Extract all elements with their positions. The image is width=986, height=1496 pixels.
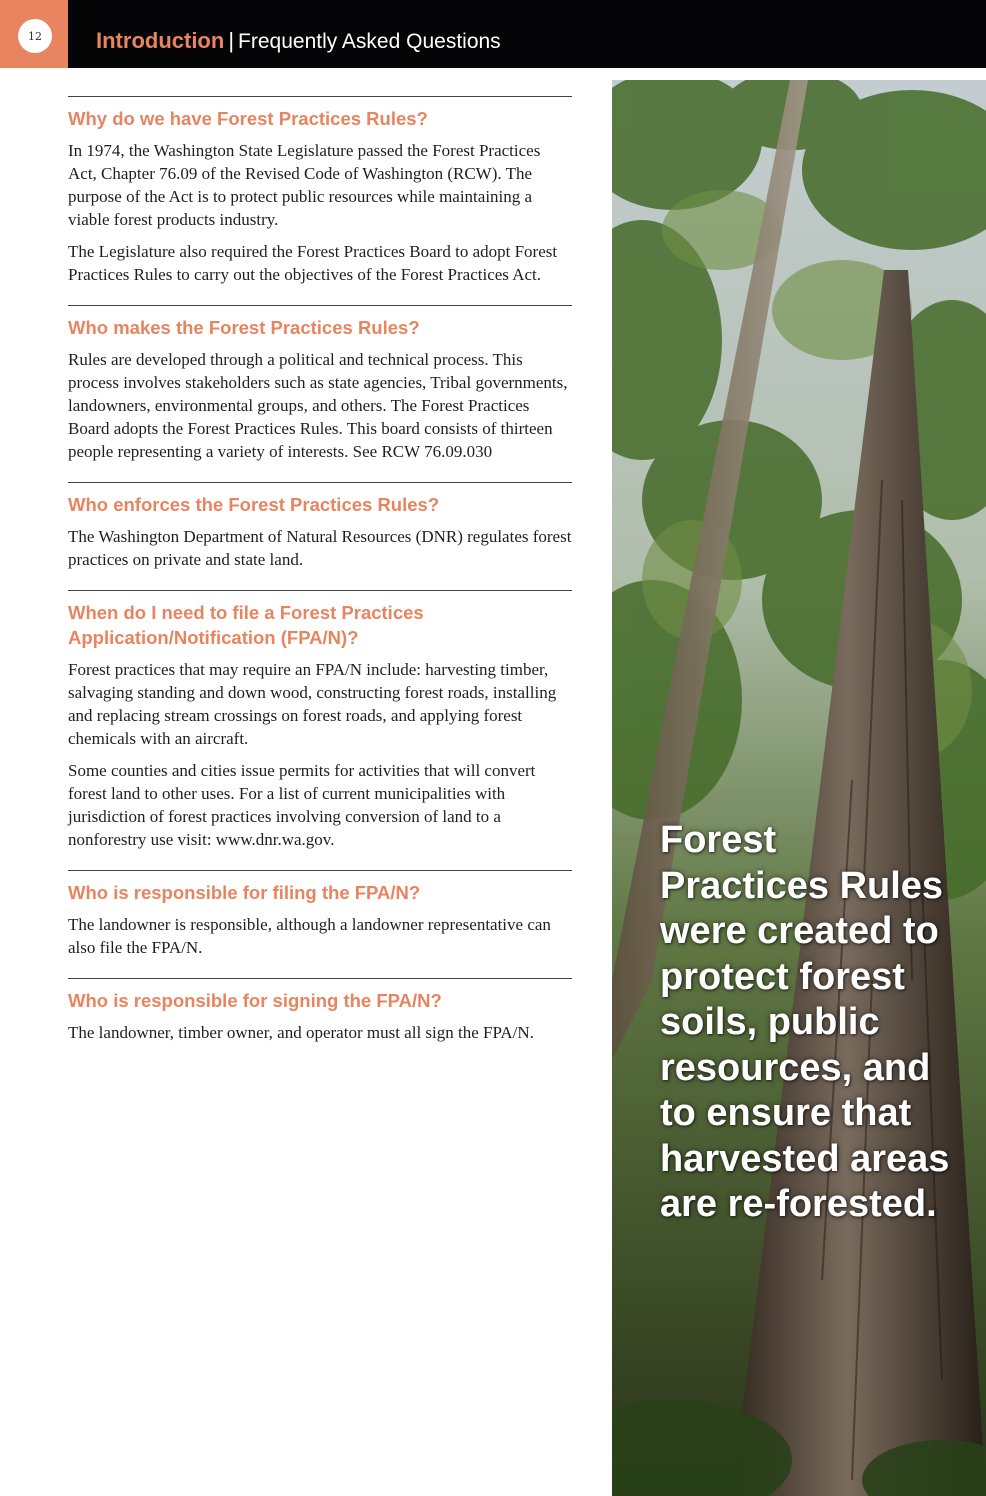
faq-answer-paragraph: The landowner, timber owner, and operator must all sign the FPA/N. — [68, 1023, 534, 1042]
section-subtitle: Frequently Asked Questions — [238, 30, 501, 53]
title-separator: | — [228, 28, 235, 53]
faq-question: Who is responsible for signing the FPA/N? — [68, 990, 442, 1011]
faq-question: Who makes the Forest Practices Rules? — [68, 317, 420, 338]
faq-item — [68, 870, 572, 959]
pull-quote: Forest Practices Rules were created to protect forest soils, public resources, and to ensure that harvested areas are re-forested. — [660, 819, 950, 1225]
faq-answer-paragraph: Rules are developed through a political and technical process. This process involves stakeholders such as state agencies, Tribal governments, landowners, environmental groups, and others. The Forest Practices Board adopts the Forest Practices Rules. This board consists of thirteen people representing a variety of interests. See RCW 76.09.030 — [68, 350, 568, 461]
faq-question: When do I need to file a Forest Practices Application/Notification (FPA/N)? — [68, 602, 424, 648]
faq-answer-paragraph: The Legislature also required the Forest Practices Board to adopt Forest Practices Rules to carry out the objectives of the Forest Practices Act. — [68, 242, 558, 284]
page-number: 12 — [18, 19, 52, 53]
faq-answer-paragraph: The landowner is responsible, although a landowner representative can also file the FPA/N. — [68, 915, 551, 957]
faq-answer-paragraph: Some counties and cities issue permits for activities that will convert forest land to other uses. For a list of current municipalities with jurisdiction of forest practices involving conversion of land to a nonforestry use visit: www.dnr.wa.gov. — [68, 761, 536, 849]
page-number-tab — [0, 0, 68, 68]
faq-item — [68, 96, 572, 286]
forest-illustration — [612, 80, 986, 1496]
section-title: Introduction — [96, 28, 225, 53]
faq-question: Why do we have Forest Practices Rules? — [68, 108, 428, 129]
faq-answer-paragraph: Forest practices that may require an FPA/N include: harvesting timber, salvaging standing and down wood, constructing forest roads, installing and replacing stream crossings on forest roads, and applying forest chemicals with an aircraft. — [68, 660, 557, 748]
page-header — [0, 0, 986, 68]
faq-question: Who enforces the Forest Practices Rules? — [68, 494, 440, 515]
faq-item — [68, 305, 572, 463]
faq-column — [68, 96, 572, 1063]
forest-photo — [612, 80, 986, 1496]
faq-answer-paragraph: In 1974, the Washington State Legislature passed the Forest Practices Act, Chapter 76.09 of the Revised Code of Washington (RCW). The purpose of the Act is to protect public resources while maintaining a viable forest products industry. — [68, 141, 541, 229]
header-title — [96, 24, 501, 58]
faq-item — [68, 482, 572, 571]
faq-answer-paragraph: The Washington Department of Natural Resources (DNR) regulates forest practices on private and state land. — [68, 527, 572, 569]
faq-item — [68, 590, 572, 851]
faq-item — [68, 978, 572, 1044]
faq-question: Who is responsible for filing the FPA/N? — [68, 882, 421, 903]
